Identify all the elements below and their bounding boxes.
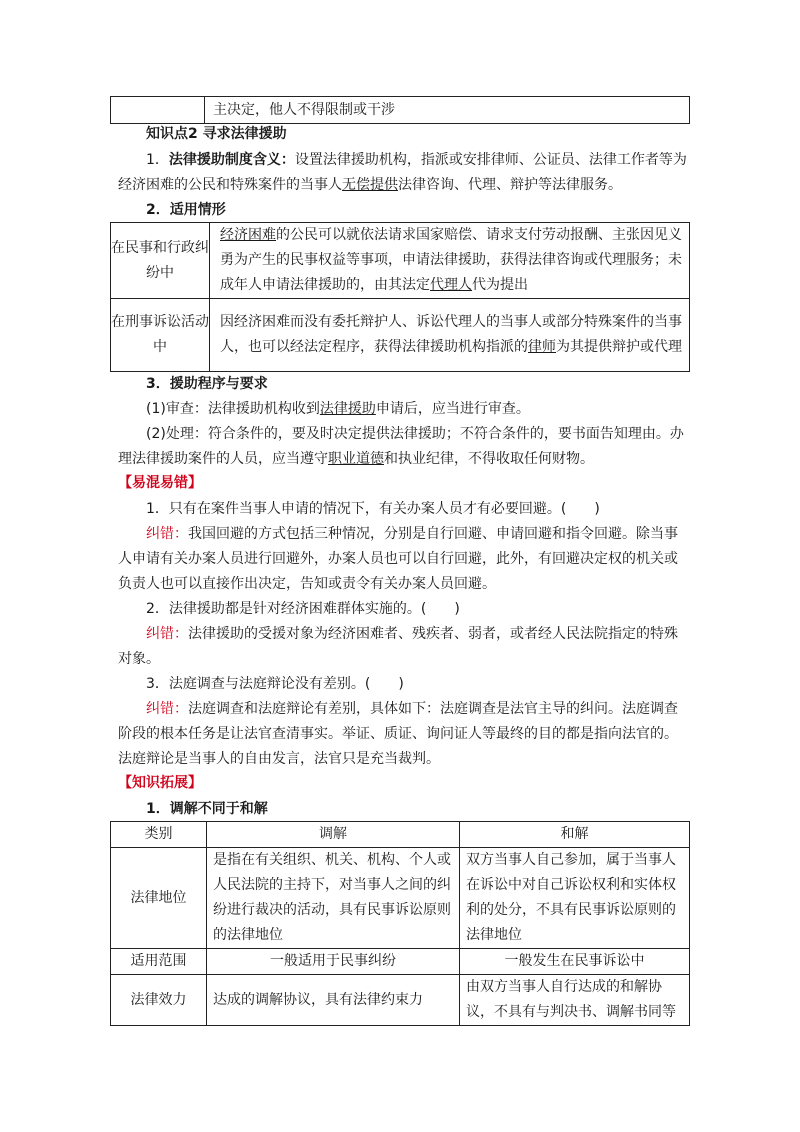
underlined-term: 律师 bbox=[528, 339, 556, 355]
item-number: 1． bbox=[146, 152, 169, 168]
correction-text: 法律援助的受援对象为经济困难者、残疾者、弱者，或者经人民法院指定的特殊对象。 bbox=[118, 626, 678, 667]
top-table-empty-cell bbox=[111, 97, 205, 124]
mistake-answer-2 bbox=[118, 622, 690, 672]
correction-text: 我国回避的方式包括三种情况，分别是自行回避、申请回避和指令回避。除当事人申请有关办案人员进行回避外，办案人员也可以自行回避，此外，有回避决定权的机关或负责人也可以直接作出决定，告知或责令有关办案人员回避。 bbox=[118, 526, 678, 592]
mistake-question-2: 2．法律援助都是针对经济困难群体实施的。( ) bbox=[146, 601, 460, 617]
situation-text-end: 为其提供辩护或代理 bbox=[556, 339, 682, 355]
header-category: 类别 bbox=[111, 822, 207, 848]
situation-label: 在刑事诉讼活动中 bbox=[111, 299, 210, 372]
situation-label: 在民事和行政纠纷中 bbox=[111, 223, 210, 299]
table-row bbox=[111, 975, 690, 1026]
procedure-text: (1)审查：法律援助机构收到 bbox=[146, 401, 320, 417]
procedure-text: (2)处理：符合条件的，要及时决定提供法律援助；不符合条件的，要书面告知理由。办理法律援助案件的人员，应当遵守 bbox=[118, 426, 684, 467]
expansion-title: 【知识拓展】 bbox=[118, 775, 202, 791]
situations-table bbox=[110, 222, 690, 372]
table-row bbox=[111, 848, 690, 949]
header-mediation: 调解 bbox=[207, 822, 460, 848]
procedure-text-end: 申请后，应当进行审查。 bbox=[375, 401, 530, 417]
definition-text-end: 法律咨询、代理、辩护等法律服务。 bbox=[398, 177, 622, 193]
situation-text: 因经济困难而没有委托辩护人、诉讼代理人的当事人或部分特殊案件的当事人，也可以经法定程序，获得法律援助机构指派的 bbox=[220, 314, 682, 355]
table-header-row bbox=[111, 822, 690, 848]
row-label: 法律地位 bbox=[111, 848, 207, 949]
expansion-subtitle: 1．调解不同于和解 bbox=[146, 801, 268, 817]
row-label: 法律效力 bbox=[111, 975, 207, 1026]
mistake-question-1: 1．只有在案件当事人申请的情况下，有关办案人员才有必要回避。( ) bbox=[146, 501, 600, 517]
underlined-term: 职业道德 bbox=[328, 451, 384, 467]
mediation-cell: 一般适用于民事纠纷 bbox=[207, 949, 460, 975]
procedure-heading: 3．援助程序与要求 bbox=[146, 376, 268, 392]
mistakes-title: 【易混易错】 bbox=[118, 475, 202, 491]
procedure-handle bbox=[118, 422, 690, 472]
top-table-text: 主决定，他人不得限制或干涉 bbox=[205, 97, 690, 124]
mistake-answer-1 bbox=[118, 522, 690, 597]
section-heading: 知识点2 寻求法律援助 bbox=[146, 126, 287, 142]
row-label: 适用范围 bbox=[111, 949, 207, 975]
settlement-cell: 由双方当事人自行达成的和解协议，不具有与判决书、调解书同等 bbox=[460, 975, 690, 1026]
situation-text: 的公民可以就依法请求国家赔偿、请求支付劳动报酬、主张因见义勇为产生的民事权益等事项，申请法律援助，获得法律咨询或代理服务；未成年人申请法律援助的，由其法定 bbox=[220, 227, 682, 293]
underlined-term: 无偿提供 bbox=[342, 177, 398, 193]
table-row bbox=[111, 949, 690, 975]
situation-text-end: 代为提出 bbox=[472, 277, 528, 293]
mistake-answer-3 bbox=[118, 697, 690, 772]
definition-text: 设置法律援助机构，指派或安排律师、公证员、法律工作者等为经济困难的公民和特殊案件的当事人 bbox=[118, 152, 687, 193]
underlined-term: 法律援助 bbox=[319, 401, 376, 417]
settlement-cell: 一般发生在民事诉讼中 bbox=[460, 949, 690, 975]
underlined-term: 代理人 bbox=[430, 277, 472, 293]
header-settlement: 和解 bbox=[460, 822, 690, 848]
table-row bbox=[111, 223, 690, 299]
correction-label: 纠错： bbox=[146, 626, 188, 642]
procedure-text-end: 和执业纪律，不得收取任何财物。 bbox=[384, 451, 594, 467]
situations-heading: 2．适用情形 bbox=[146, 202, 226, 218]
correction-text: 法庭调查和法庭辩论有差别，具体如下：法庭调查是法官主导的纠问。法庭调查阶段的根本任务是让法官查清事实。举证、质证、询问证人等最终的目的都是指向法官的。法庭辩论是当事人的自由发言，法官只是充当裁判。 bbox=[118, 701, 678, 767]
paragraph-definition bbox=[118, 148, 690, 198]
table-row bbox=[111, 299, 690, 372]
underlined-term: 经济困难 bbox=[220, 227, 276, 243]
correction-label: 纠错： bbox=[146, 526, 188, 542]
definition-title: 法律援助制度含义： bbox=[168, 152, 295, 168]
correction-label: 纠错： bbox=[146, 701, 188, 717]
top-table bbox=[110, 96, 690, 124]
comparison-table bbox=[110, 821, 690, 1026]
mistake-question-3: 3．法庭调查与法庭辩论没有差别。( ) bbox=[146, 676, 404, 692]
mediation-cell: 达成的调解协议，具有法律约束力 bbox=[207, 975, 460, 1026]
settlement-cell: 双方当事人自己参加，属于当事人在诉讼中对自己诉讼权利和实体权利的处分，不具有民事诉讼原则的法律地位 bbox=[460, 848, 690, 949]
situation-content bbox=[210, 223, 690, 299]
situation-content bbox=[210, 299, 690, 372]
procedure-review bbox=[118, 397, 690, 422]
mediation-cell: 是指在有关组织、机关、机构、个人或人民法院的主持下，对当事人之间的纠纷进行裁决的活动，具有民事诉讼原则的法律地位 bbox=[207, 848, 460, 949]
